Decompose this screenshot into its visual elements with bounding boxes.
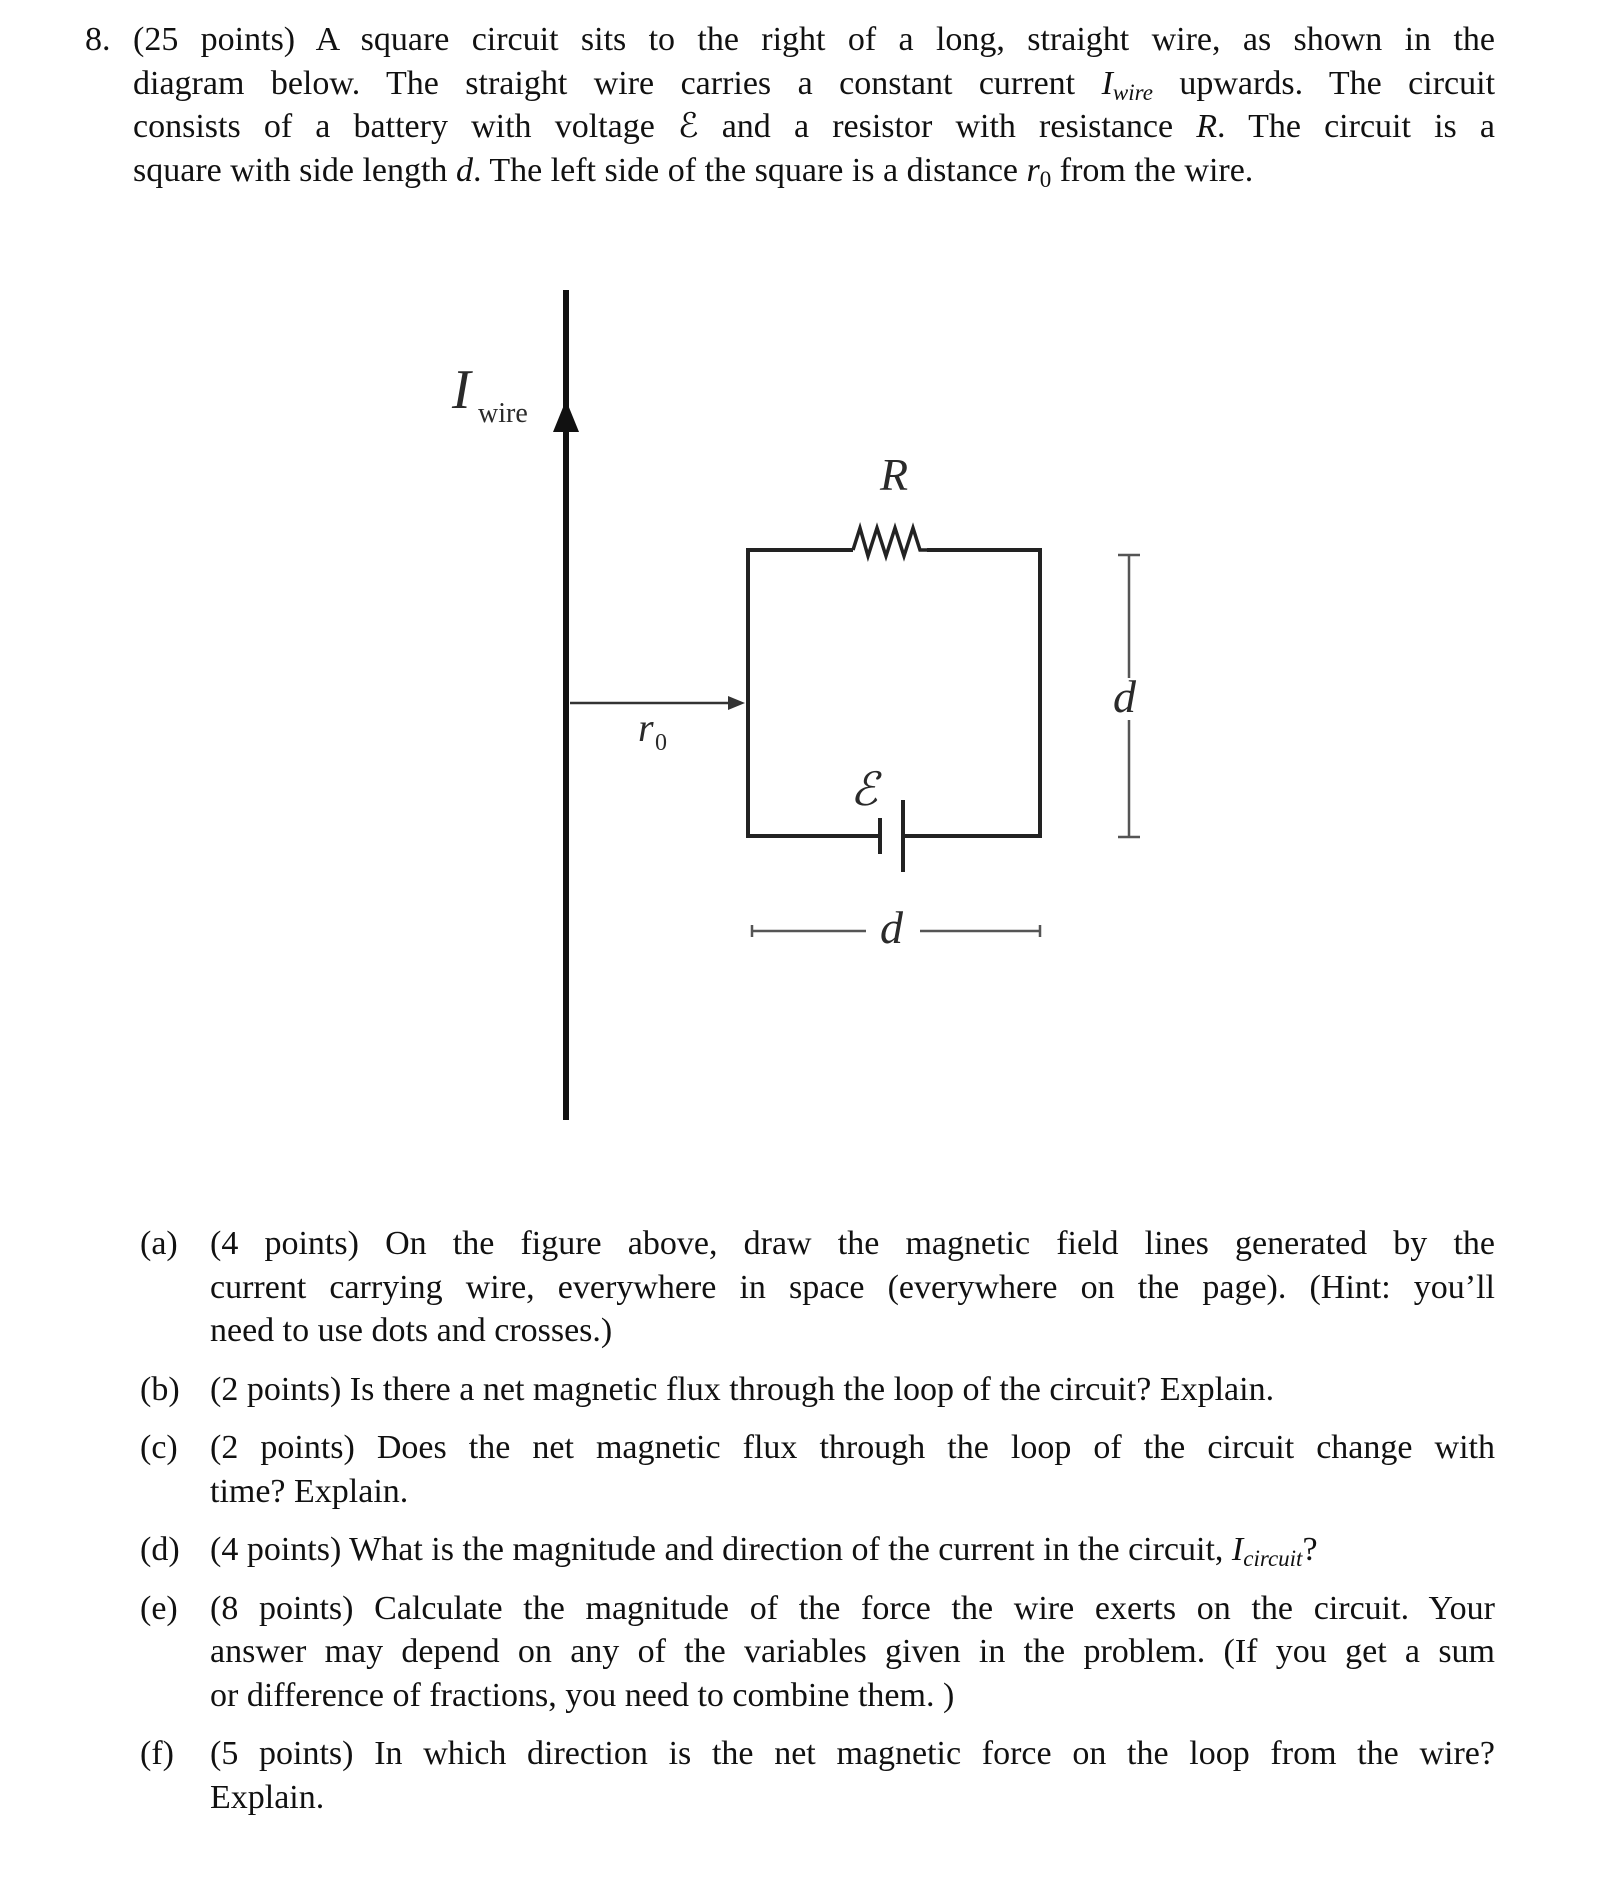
part-label: (d) [140,1531,180,1568]
part-label: (f) [140,1735,174,1772]
symbol-emf: ℰ [677,108,699,145]
part-c [140,1426,1495,1513]
part-line: (2 points) Is there a net magnetic flux through the loop of the circuit? Explain. [210,1370,1275,1408]
circuit-figure [0,260,1607,1140]
part-line: (5 points) In which direction is the net magnetic force on the loop from the wire? [210,1735,1495,1772]
d-horizontal-label: d [880,902,903,953]
problem-number: 8. [85,21,111,58]
part-f [140,1732,1495,1819]
part-line: (4 points) What is the magnitude and direction of the current in the circuit, $I_{circuit}$? [210,1531,1318,1571]
wire-label-I: I [452,359,471,421]
symbol-d: d [455,151,473,189]
wire-current-arrow [553,400,579,432]
part-a [140,1222,1495,1353]
part-line: current carrying wire, everywhere in space (everywhere on the page). (Hint: you’ll [210,1268,1495,1306]
symbol-r-subscript: 0 [1039,166,1052,192]
part-label: (b) [140,1370,180,1408]
r0-arrowhead [728,696,745,710]
problem-line-1: (25 points) A square circuit sits to the right of a long, straight wire, as shown in the [133,21,1495,58]
resistor-label: R [880,449,909,500]
part-line: (4 points) On the figure above, draw the magnetic field lines generated by the [210,1225,1495,1262]
part-d [140,1528,1495,1572]
part-line: or difference of fractions, you need to combine them. ) [210,1676,955,1714]
symbol-circuit-subscript: circuit [1243,1546,1303,1571]
part-label: (a) [140,1225,178,1262]
part-b [140,1368,1495,1412]
part-line: time? Explain. [210,1472,409,1510]
circuit-diagram-svg [0,260,1607,1140]
part-e [140,1587,1495,1718]
part-label: (c) [140,1429,178,1466]
resistor-zigzag [853,528,927,556]
symbol-I-circuit: I [1231,1531,1244,1568]
d-vertical-label: d [1113,671,1136,722]
part-text [210,1587,1495,1718]
part-label: (e) [140,1589,178,1627]
part-line: (8 points) Calculate the magnitude of the force the wire exerts on the circuit. Your [210,1589,1495,1627]
symbol-R: R [1196,108,1218,145]
part-line: answer may depend on any of the variables given in the problem. (If you get a sum [210,1633,1495,1670]
wire-label-subscript: wire [478,398,528,429]
problem-line-4: square with side length d. The left side of the square is a distance $r_0$ from the wire. [133,151,1254,192]
part-text [210,1426,1495,1513]
problem-line-2: diagram below. The straight wire carries a constant current $I_{wire}$ upwards. The circuit [133,64,1496,105]
r0-label-r: r [638,705,654,750]
symbol-r: r [1026,151,1040,189]
part-text [210,1528,1495,1572]
part-text [210,1368,1495,1412]
part-text [210,1732,1495,1819]
problem-body [133,18,1495,192]
r0-label-subscript: 0 [655,730,667,756]
sub-questions [140,1222,1495,1834]
problem-line-3: consists of a battery with voltage ℰ and a resistor with resistance R. The circuit is a [133,108,1496,145]
circuit-loop [746,548,1042,838]
problem-statement [85,18,1495,192]
part-text [210,1222,1495,1353]
part-line: Explain. [210,1778,325,1816]
symbol-I: I [1101,64,1113,102]
part-line: (2 points) Does the net magnetic flux through the loop of the circuit change with [210,1429,1495,1466]
symbol-wire-subscript: wire [1112,79,1153,105]
battery-label: ℰ [850,764,878,815]
part-line: need to use dots and crosses.) [210,1312,613,1349]
